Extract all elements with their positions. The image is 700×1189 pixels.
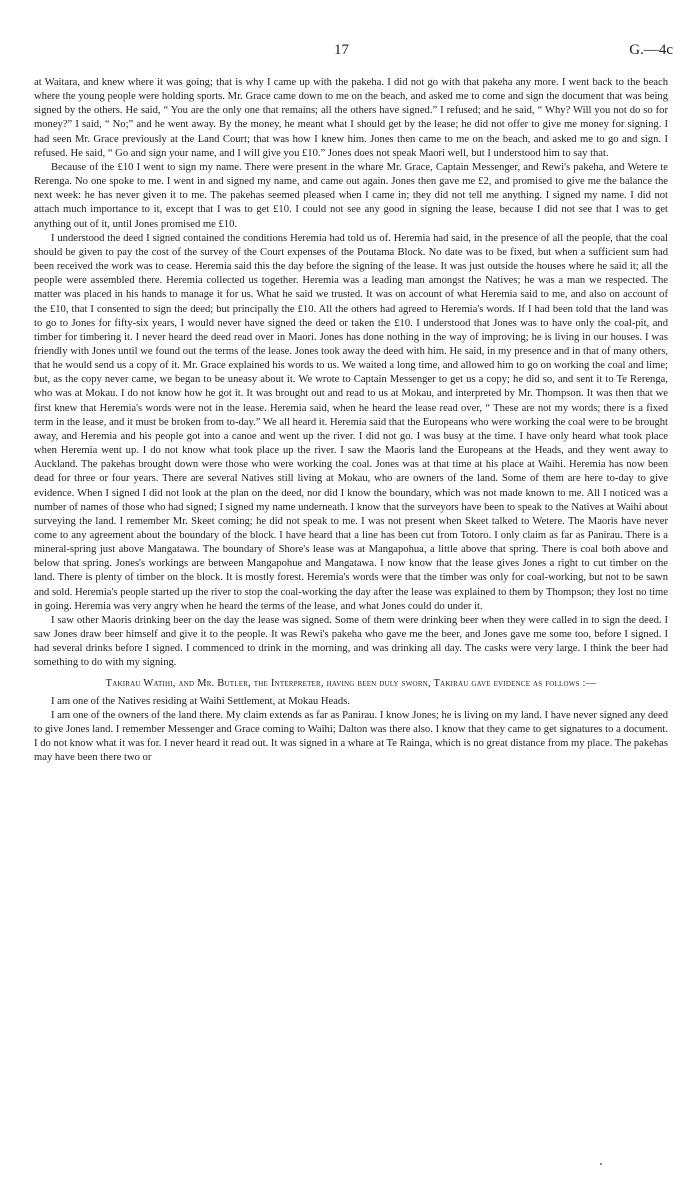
paragraph-continued: at Waitara, and knew where it was going; that is why I came up with the pakeha. I did not go with that pakeha any more. I went back to the beach where the young people were holding sports. Mr. Grace came down to me on the beach, and asked me to come and sign the document that was being signed by the others. He said, “ You are the only one that remains; all the others have signed.” I refused; and he said, “ Why? Will you not do so for money?” I said, “ No;” and he went away. By the money, he meant what I should get by the lease; he did not offer to give me money for signing. I had seen Mr. Grace previously at the Land Court; that was how I knew him. Jones then came to me on the beach, and asked me to go and sign. I refused. He said, “ Go and sign your name, and I will give you £10.” Jones does not speak Maori well, but I understood him to say that. [34,77,668,159]
page-header [0,42,700,62]
page-number: 17 [334,42,349,58]
witness-heading: Takirau Watihi, and Mr. Butler, the Interpreter, having been duly sworn, Takirau gave evidence as follows :— [105,677,597,689]
paragraph: I understood the deed I signed contained the conditions Heremia had told us of. Heremia had said, in the presence of all the people, that the coal should be given to pay the cost of the survey of the Court expenses of the Poutama Block. No date was to be fixed, but when a sufficient sum had been received the work was to cease. Heremia said this the day before the signing of the lease. It was just outside the houses where he said it; all the people were assembled there. Heremia collected us together. Heremia was a leading man amongst the Natives; he was a man we respected. The matter was placed in his hands to manage it for us. What he said we trusted. It was on account of what Heremia said to me, and also on account of the £10, that I consented to sign the deed; but principally the £10. All the others had agreed to Heremia's words. If I had been told that the land was to go to Jones for fifty-six years, I would never have signed the deed or taken the £10. I understood that Jones was to have only the coal-pit, and timber for timbering it. I never heard the deed read over in Maori. Jones has done nothing in the way of improving; he is living in our houses. I was friendly with Jones until we found out the terms of the lease. Jones took away the deed with him. He said, in my presence and in that of many others, that he would send us a copy of it. Mr. Grace explained his words to us. We waited a long time, and allowed him to go on working the coal and lime; but, as the copy never came, we began to be uneasy about it. We wrote to Captain Messenger to get us a copy; he did so, and sent it to Te Rerenga, who was at Mokau. I do not know how he got it. It was brought out and read to us at Mokau, and interpreted by Mr. Thompson. It was then that we first knew that Heremia's words were not in the lease. Heremia said, when he heard the lease read over, “ These are not my words; there is a fixed term in the lease, and it must be broken from to-day.” We all heard it. Heremia said that the Europeans who were working the coal were to be brought away, and Heremia and his people got into a canoe and went up the river. I did not go. I was busy at the time. I have only heard what took place when Heremia went up. I do not know what took place up the river. I saw the Maoris land the Europeans at the Heads, and they went away to Auckland. The pakehas brought down were those who were working the coal. Jones was at that time at his place at Waihi. Heremia has now been dead for three or four years. There are several Natives still living at Mokau, who are owners of the land. Some of them are here to-day to give evidence. When I signed I did not look at the plan on the deed, nor did I know the boundary, which was not made known to me. All I noticed was a number of names of those who had signed; I signed my name underneath. I know that the surveyors have been to speak to the Natives at Waihi about surveying the land. I remember Mr. Skeet coming; he did not speak to me. I was not present when Skeet talked to Wetere. The Maoris have never come to any agreement about the boundary of the block. I have heard that a line has been cut from Totoro. I only claim as far as Panirau. There is a mineral-spring just above Mangatawa. The boundary of Shore's lease was at Mangapohua, a little above that spring. There is coal both above and below that spring. Jones's workings are between Mangapohue and Mangatawa. I now know that the lease gives Jones a right to cut timber on the land. There is plenty of timber on the block. It is mostly forest. Heremia's words were that the timber was only for coal-working, but not to be sawn and sold. Heremia's people started up the river to stop the coal-working the day after the lease was explained to them by Thompson; they lost no time in going. Heremia was very angry when he heard the terms of the lease, and what Jones could do under it. [34,232,668,612]
print-speck [600,1163,602,1165]
paragraph: Because of the £10 I went to sign my name. There were present in the whare Mr. Grace, Captain Messenger, and Rewi's pakeha, and Wetere te Rerenga. No one spoke to me. I went in and signed my name, and came out again. Jones then gave me £2, and promised to give me the balance the next week: he has never given it to me. The pakehas seemed pleased when I came in; they did not tell me anything. I signed my name. I did not attach much importance to it, except that I was to get £10. I could not see any good in signing the lease, because I did not see that I was to get anything out of it, until Jones promised me £10. [34,161,668,230]
document-reference: G.—4c [629,42,673,58]
document-body [34,76,668,766]
paragraph: I am one of the owners of the land there. My claim extends as far as Panirau. I know Jones; he is living on my land. I have never signed any deed to give Jones land. I remember Messenger and Grace coming to Waihi; Dalton was there also. I know that they came to get signatures to a document. I do not know what it was for. I never heard it read out. It was signed in a whare at Te Rainga, which is no great distance from my place. The pakehas may have been there two or [34,709,668,764]
paragraph: I saw other Maoris drinking beer on the day the lease was signed. Some of them were drinking beer when they were called in to sign the deed. I saw Jones draw beer himself and give it to the people. It was Rewi's pakeha who gave me the beer, and Jones gave me some too, before I signed. I had several drinks before I signed. I commenced to drink in the morning, and was drinking all day. The casks were very large. I think the beer had something to do with my signing. [34,614,668,669]
paragraph: I am one of the Natives residing at Waihi Settlement, at Mokau Heads. [50,695,350,707]
